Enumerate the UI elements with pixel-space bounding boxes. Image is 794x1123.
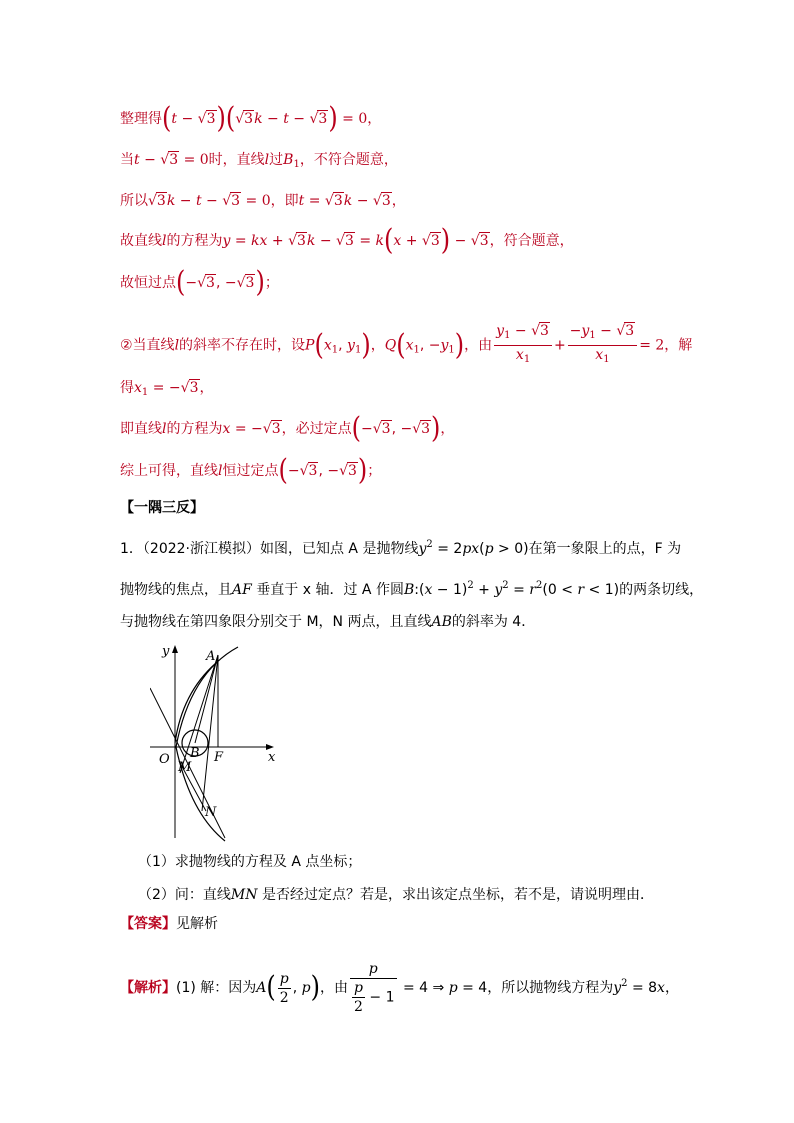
- text: ，不符合题意，: [299, 152, 398, 168]
- text: 的方程为: [166, 233, 223, 249]
- text: ，: [391, 193, 406, 209]
- text: 1．（2022·浙江模拟）如图，已知点 A 是抛物线: [120, 541, 419, 557]
- text: 整理得: [120, 111, 162, 127]
- text: 时，直线: [208, 152, 265, 168]
- text: (1) 解：因为: [176, 980, 257, 996]
- text: 的斜率为 4．: [451, 614, 536, 630]
- text: ，即: [270, 193, 299, 209]
- y-axis-arrow: [172, 645, 178, 653]
- solution-line-2: 当t − √3 = 0时，直线l过$B_1$，不符合题意，: [120, 152, 398, 170]
- text: 是否经过定点？若是，求出该定点坐标，若不是，请说明理由．: [261, 887, 654, 903]
- text: ；: [264, 275, 279, 291]
- text: 与抛物线在第四象限分别交于 M，N 两点，且直线: [120, 614, 432, 630]
- text: ，所以抛物线方程为: [487, 980, 614, 996]
- solution-line-9: 综上可得，直线l恒过定点(−√3, −√3)；: [120, 453, 382, 487]
- solution-line-3: 所以√3k − t − √3 = 0，即t = √3k − √3，: [120, 193, 406, 209]
- solution-line-7: 得$x_1 = -√3$，: [120, 380, 214, 398]
- text: ②当直线: [120, 337, 175, 354]
- text: 故恒过点: [120, 275, 176, 291]
- text: 垂直于 x 轴．过 A 作圆: [256, 582, 404, 598]
- text: ，符合题意，: [489, 233, 574, 249]
- text: 抛物线的焦点，且: [120, 582, 232, 598]
- text: 即直线: [120, 421, 162, 437]
- label-o: O: [159, 752, 170, 767]
- text: 故直线: [120, 233, 162, 249]
- label-m: M: [178, 760, 192, 775]
- label-f: F: [214, 750, 224, 765]
- problem-line-3: 与抛物线在第四象限分别交于 M，N 两点，且直线AB的斜率为 4．: [120, 614, 536, 630]
- text: 在第一象限上的点，F 为: [528, 541, 682, 557]
- text: 过: [269, 152, 284, 168]
- line-ab: [195, 655, 218, 743]
- answer-label: 【答案】: [120, 916, 176, 932]
- text: ，: [440, 421, 455, 437]
- label-x: x: [268, 750, 276, 765]
- problem-line-2: 抛物线的焦点，且AF 垂直于 x 轴．过 A 作圆B:(x − $1)^2 + y^2 = r^2(0 < r < 1)$的两条切线，: [120, 580, 704, 598]
- solution-line-1: 整理得(t − √3)(√3k − t − √3) = 0，: [120, 101, 382, 135]
- text: 综上可得，直线: [120, 463, 218, 479]
- label-a: A: [206, 649, 216, 664]
- analysis-line: 【解析】(1) 解：因为A( $\frac{p}{2}$ , p)，由 p $\frac{p}{2}$ − 1 = 4 ⇒ p = 4，所以抛物线方程为$y^2 = 8x$，: [120, 961, 679, 1015]
- question-1: （1）求抛物线的方程及 A 点坐标；: [138, 854, 362, 870]
- label-y: y: [162, 644, 170, 659]
- solution-line-4: 故直线l的方程为y = kx + √3k − √3 = k(x + √3) − √3，符合题意，: [120, 223, 574, 257]
- text: （2）问：直线: [138, 887, 231, 903]
- text: ；: [367, 463, 382, 479]
- solution-line-5: 故恒过点(−√3, −√3)；: [120, 265, 279, 299]
- text: ，: [664, 980, 679, 996]
- text: ，必过定点: [281, 421, 352, 437]
- geometry-figure: [150, 643, 290, 843]
- text: ，由: [320, 980, 348, 996]
- answer-text: 见解析: [176, 916, 218, 932]
- text: 的两条切线，: [619, 582, 704, 598]
- solution-line-6: ②当直线l的斜率不存在时，设$P(x_1$, $y_1$)，$Q(x_1$, $-y_1$)，由 $\frac{y_1 - √3}{x_1}$ + $\frac{-y_1 - √3}{x_1}$ = 2，解: [120, 323, 693, 365]
- text: 所以: [120, 193, 148, 209]
- text: 恒过定点: [222, 463, 279, 479]
- text: ，解: [664, 337, 693, 354]
- label-n: N: [205, 805, 217, 820]
- question-2: （2）问：直线MN 是否经过定点？若是，求出该定点坐标，若不是，请说明理由．: [138, 887, 654, 903]
- label-b: B: [190, 746, 200, 761]
- text: ，: [367, 111, 382, 127]
- analysis-label: 【解析】: [120, 980, 176, 996]
- text: ，由: [464, 337, 493, 354]
- text: ，: [199, 380, 214, 396]
- problem-line-1: 1．（2022·浙江模拟）如图，已知点 A 是抛物线$y^2 = 2px(p > 0)$在第一象限上的点，F 为: [120, 539, 682, 557]
- answer-line: [120, 914, 218, 934]
- text: 的方程为: [166, 421, 223, 437]
- text: 得: [120, 380, 134, 396]
- text: 当: [120, 152, 134, 168]
- solution-line-8: 即直线l的方程为x = −√3，必过定点(−√3, −√3)，: [120, 411, 455, 445]
- section-header: 【一隅三反】: [120, 500, 204, 516]
- text: 的斜率不存在时，设: [179, 337, 306, 354]
